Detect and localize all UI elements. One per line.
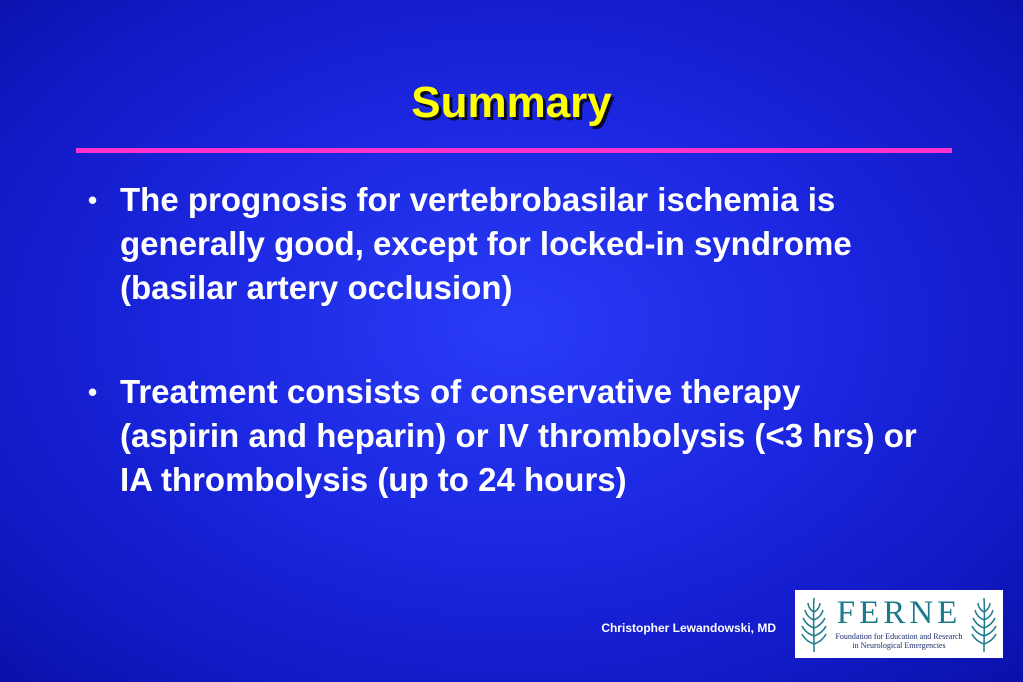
slide-title: Summary: [411, 78, 612, 127]
ferne-logo: [795, 590, 1003, 658]
logo-wordmark: FERNE: [836, 595, 962, 631]
fern-leaf-icon: [969, 594, 999, 654]
bullet-text: The prognosis for vertebrobasilar ischemia is generally good, except for locked-in syndrome (basilar artery occlusion): [120, 181, 852, 306]
bullet-text: Treatment consists of conservative therapy (aspirin and heparin) or IV thrombolysis (<3 hrs) or IA thrombolysis (up to 24 hours): [120, 373, 917, 498]
bullet-marker: •: [88, 377, 98, 407]
logo-tagline-line2: in Neurological Emergencies: [852, 641, 946, 650]
fern-leaf-icon: [799, 594, 829, 654]
logo-tagline-line1: Foundation for Education and Research: [835, 632, 963, 641]
bullet-item-treatment: [84, 370, 924, 502]
title-divider: [76, 148, 952, 153]
bullet-marker: •: [88, 185, 98, 215]
bullet-list: [84, 178, 924, 502]
author-credit: Christopher Lewandowski, MD: [601, 621, 776, 635]
logo-tagline: [827, 632, 971, 650]
bullet-item-prognosis: [84, 178, 924, 310]
